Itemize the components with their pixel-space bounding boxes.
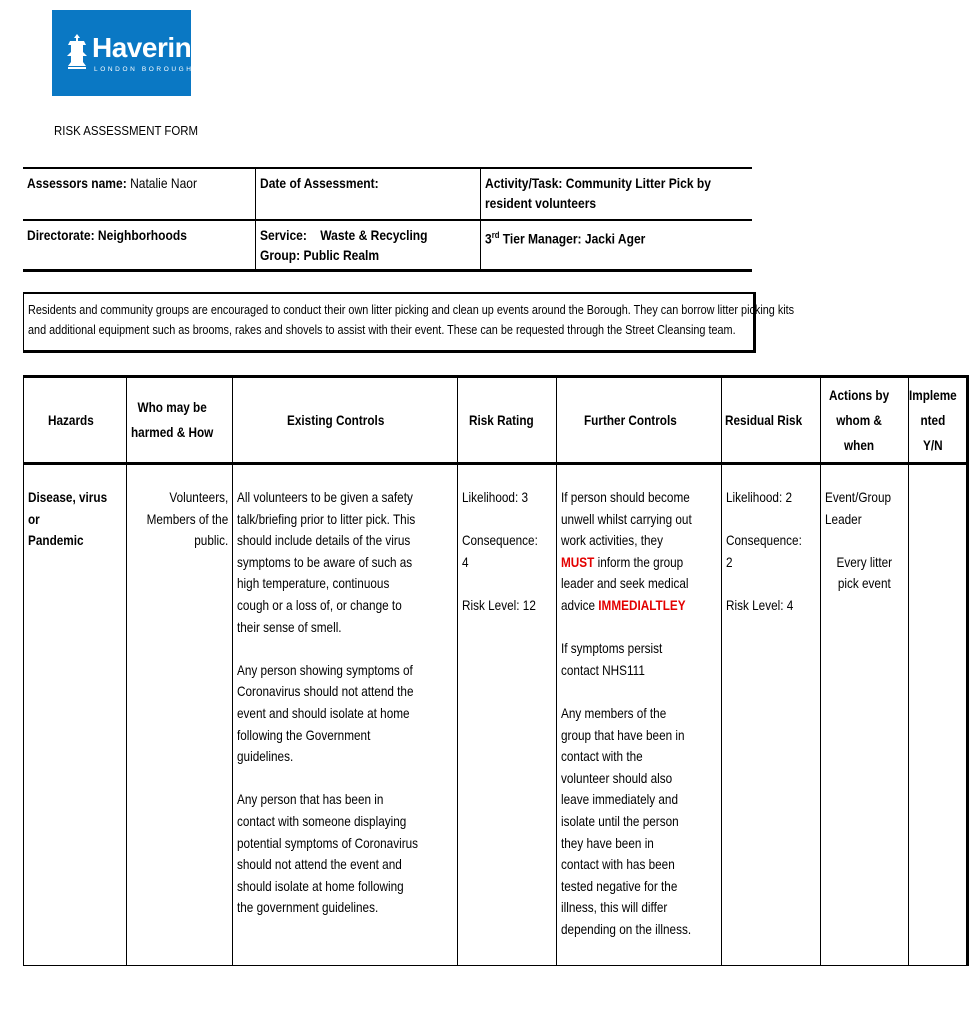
form-title: RISK ASSESSMENT FORM xyxy=(54,123,199,138)
existing-controls-line: high temperature, continuous xyxy=(237,575,390,592)
who-cell: Volunteers, Members of the public. xyxy=(127,464,233,966)
residual-risk-cell xyxy=(721,464,820,966)
intro-line-1: Residents and community groups are encouraged to conduct their own litter picking and clean up events around the Borough. They can borrow litter picking kits xyxy=(28,302,795,317)
risk-likelihood: Likelihood: 3 xyxy=(461,489,529,505)
further-controls-line: contact with has been xyxy=(561,856,676,873)
assessment-header-table xyxy=(23,167,752,272)
further-controls-line: they have been in xyxy=(561,834,655,851)
risk-table-header-row xyxy=(24,377,968,464)
manager-sup: rd xyxy=(491,230,500,240)
havering-logo xyxy=(52,10,208,96)
further-controls-line: depending on the illness. xyxy=(561,920,692,937)
existing-controls-line: Any person that has been in xyxy=(237,791,384,808)
further-controls-line: contact NHS111 xyxy=(561,661,646,678)
existing-controls-line: should not attend the event and xyxy=(237,856,403,873)
service-cell xyxy=(256,220,481,271)
further-controls-para-3 xyxy=(561,703,691,941)
existing-controls-line: their sense of smell. xyxy=(237,618,343,635)
date-label: Date of Assessment: xyxy=(260,175,380,191)
risk-table xyxy=(23,375,969,966)
must-emphasis: MUST xyxy=(561,553,595,570)
residual-level: Risk Level: 4 xyxy=(725,596,794,613)
risk-rating-cell xyxy=(457,464,556,966)
existing-controls-line: event and should isolate at home xyxy=(237,704,411,721)
directorate-cell xyxy=(23,220,256,271)
assessor-cell xyxy=(23,168,256,220)
existing-controls-line: following the Government xyxy=(237,726,371,743)
existing-controls-line: Coronavirus should not attend the xyxy=(237,683,414,700)
directorate-label: Directorate: xyxy=(27,227,95,243)
further-controls-line: group that have been in xyxy=(561,726,685,743)
col-further-controls: Further Controls xyxy=(557,377,722,464)
risk-consequence: Consequence: xyxy=(461,532,538,549)
actions-cell: Event/Group Leader Every litter pick event xyxy=(821,464,909,966)
col-implemented: Impleme nted Y/N xyxy=(908,377,967,464)
further-controls-line: illness, this will differ xyxy=(561,899,668,916)
risk-consequence-value: 4 xyxy=(461,553,469,570)
manager-cell xyxy=(481,220,752,271)
existing-controls-line: Any person showing symptoms of xyxy=(237,661,414,678)
risk-level: Risk Level: 12 xyxy=(461,596,536,613)
further-controls-line: tested negative for the xyxy=(561,877,678,894)
col-existing-controls: Existing Controls xyxy=(233,377,458,464)
further-controls-line: isolate until the person xyxy=(561,812,679,829)
activity-label: Activity/Task: xyxy=(485,175,563,191)
manager-value: Jacki Ager xyxy=(585,230,646,247)
existing-controls-line: contact with someone displaying xyxy=(237,812,407,829)
activity-value-2: resident volunteers xyxy=(485,195,597,211)
activity-cell xyxy=(481,168,752,220)
residual-consequence-value: 2 xyxy=(725,553,733,570)
service-value: Waste & Recycling xyxy=(320,227,428,243)
further-controls-line: volunteer should also xyxy=(561,769,673,786)
residual-likelihood: Likelihood: 2 xyxy=(725,489,792,505)
col-residual-risk: Residual Risk xyxy=(721,377,820,464)
further-controls-line: contact with the xyxy=(561,748,643,765)
table-row xyxy=(24,464,968,966)
logo-subtitle: LONDON BOROUGH xyxy=(94,66,194,73)
assessor-label: Assessors name: xyxy=(27,175,127,191)
further-controls-line: If symptoms persist xyxy=(561,640,663,657)
existing-controls-line: potential symptoms of Coronavirus xyxy=(237,834,419,851)
group-value: Public Realm xyxy=(303,247,380,263)
col-actions: Actions by whom & when xyxy=(821,377,909,464)
existing-controls-line: cough or a loss of, or change to xyxy=(237,596,403,613)
date-cell xyxy=(256,168,481,220)
further-controls-cell: If person should become unwell whilst carrying out work activities, they MUST inform the group leader and seek medical advice IMMEDIALTLEY If symptoms persist contact NHS111 Any members of the group that have been in contact with the volunteer should also leave immediately and isolate until the person they have been in contact with has been tested negative for the illness, this will differ depending on the illness. xyxy=(557,464,722,966)
group-label: Group: xyxy=(260,247,301,263)
activity-value: Community Litter Pick by xyxy=(566,175,712,191)
col-who: Who may be harmed & How xyxy=(127,377,233,464)
existing-controls-para-2 xyxy=(237,660,414,768)
existing-controls-line: All volunteers to be given a safety xyxy=(237,489,414,505)
intro-line-2: and additional equipment such as brooms, rakes and shovels to assist with their event. These can be requested through the Street Cleansing team. xyxy=(28,322,736,337)
existing-controls-para-1 xyxy=(237,487,415,638)
crest-icon xyxy=(64,32,90,70)
further-controls-para-2 xyxy=(561,638,662,681)
immediately-emphasis: IMMEDIALTLEY xyxy=(598,596,686,613)
existing-controls-line: symptoms to be aware of such as xyxy=(237,553,413,570)
existing-controls-line: the government guidelines. xyxy=(237,899,379,916)
col-risk-rating: Risk Rating xyxy=(457,377,556,464)
existing-controls-cell xyxy=(233,464,458,966)
existing-controls-para-3 xyxy=(237,789,418,919)
existing-controls-line: guidelines. xyxy=(237,748,294,765)
intro-box xyxy=(23,292,795,353)
col-hazards: Hazards xyxy=(24,377,127,464)
hazard-cell: Disease, virus or Pandemic xyxy=(28,489,108,549)
residual-consequence: Consequence: xyxy=(725,532,802,549)
manager-prefix: 3 xyxy=(485,230,492,247)
existing-controls-line: should isolate at home following xyxy=(237,877,405,894)
logo-name: Havering xyxy=(92,32,208,63)
existing-controls-line: should include details of the virus xyxy=(237,532,411,549)
manager-label: Tier Manager: xyxy=(503,230,582,247)
implemented-cell xyxy=(908,464,967,966)
further-controls-line: leave immediately and xyxy=(561,791,679,808)
assessor-value: Natalie Naor xyxy=(130,175,197,191)
directorate-value: Neighborhoods xyxy=(97,227,187,243)
existing-controls-line: talk/briefing prior to litter pick. This xyxy=(237,510,416,527)
service-label: Service: xyxy=(260,227,308,243)
further-controls-line: Any members of the xyxy=(561,704,667,721)
